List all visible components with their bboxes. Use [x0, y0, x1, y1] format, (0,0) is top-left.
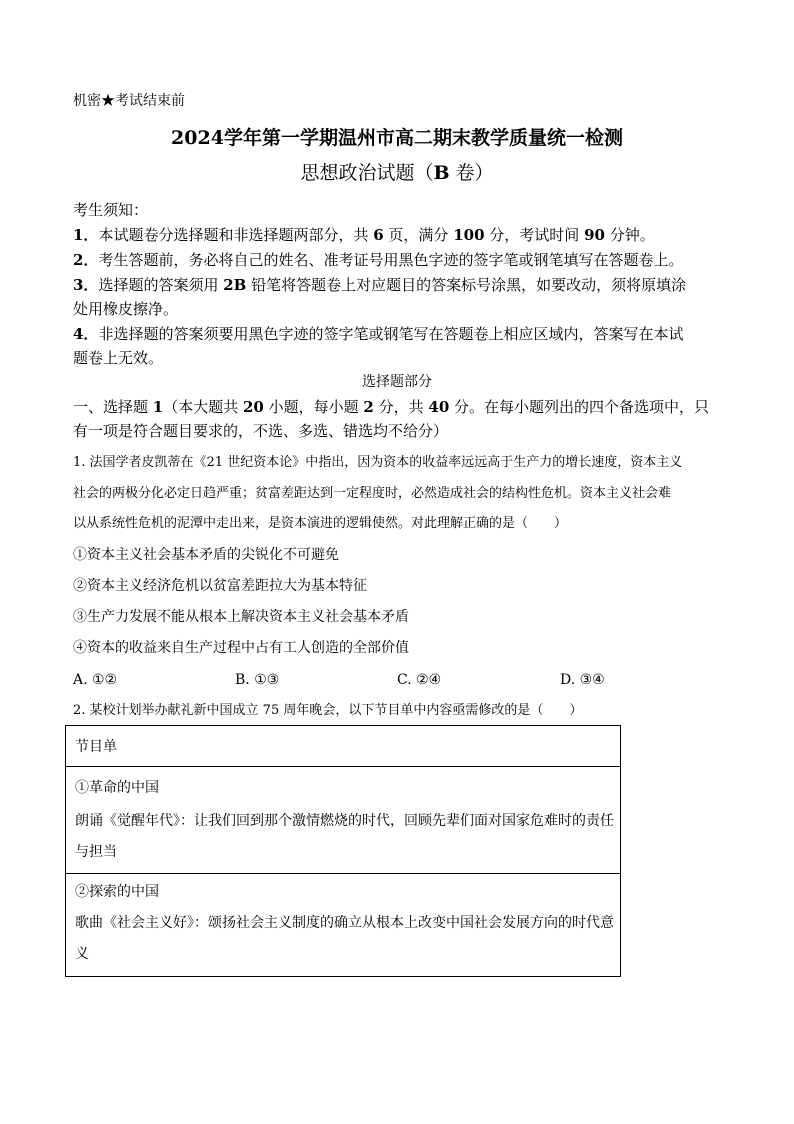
title-text: 学年第一学期温州市高二期末教学质量统一检测 — [223, 127, 623, 149]
q1-option-b: B. ①③ — [235, 672, 280, 688]
notice-num: 1． — [73, 226, 99, 244]
notice-num: 3． — [73, 276, 99, 294]
q2-stem: 2. 某校计划举办献礼新中国成立 75 周年晚会，以下节目单中内容亟需修改的是（ ） — [73, 703, 583, 718]
section-number: 40 — [428, 398, 450, 416]
section-text: 小题，每小题 — [263, 398, 364, 416]
section-text: （本大题共 — [163, 398, 243, 416]
confidential-label: 机密★考试结束前 — [73, 93, 185, 109]
subtitle-variant: B — [433, 162, 450, 184]
section-instructions-cont: 有一项是符合题目要求的，不选、多选、错选均不给分） — [73, 422, 449, 440]
notice-num: 2． — [73, 251, 99, 269]
section-number: 2 — [363, 398, 374, 416]
program-item-desc-cont: 义 — [75, 946, 89, 962]
notice-number: 90 — [584, 226, 605, 244]
section-number: 20 — [243, 398, 264, 416]
notice-item-3 — [73, 275, 686, 295]
notice-text: 页，满分 — [383, 226, 454, 244]
notice-text: 分钟。 — [604, 226, 655, 244]
program-item-desc: 歌曲《社会主义好》：颂扬社会主义制度的确立从根本上改变中国社会发展方向的时代意 — [75, 915, 614, 931]
program-table-header: 节目单 — [75, 739, 117, 755]
notice-item-4 — [73, 324, 683, 344]
q1-option-c: C. ②④ — [397, 672, 442, 688]
section-number: 1 — [152, 398, 164, 416]
q1-stem-line-2: 社会的两极分化必定日趋严重；贫富差距达到一定程度时，必然造成社会的结构性危机。资本主义社会难 — [73, 486, 672, 501]
notice-item-3-cont: 处用橡皮擦净。 — [73, 300, 179, 318]
subtitle-suffix: 卷） — [449, 162, 494, 184]
section-title: 选择题部分 — [362, 374, 432, 390]
section-text: 分，共 — [373, 398, 429, 416]
program-table-row — [66, 767, 620, 874]
program-table-row — [66, 874, 620, 976]
title-year: 2024 — [171, 127, 224, 149]
notice-number: 100 — [453, 226, 485, 244]
notice-item-4-cont: 题卷上无效。 — [73, 349, 164, 367]
q1-statement-4: ④资本的收益来自生产过程中占有工人创造的全部价值 — [73, 640, 409, 656]
exam-subtitle — [0, 160, 794, 186]
program-item-desc-cont: 与担当 — [75, 844, 117, 860]
program-item-title: ②探索的中国 — [75, 884, 159, 900]
program-item-title: ①革命的中国 — [75, 780, 159, 796]
notice-item-2 — [73, 250, 683, 270]
section-text: 一、选择题 — [73, 398, 153, 416]
subtitle-prefix: 思想政治试题（ — [300, 162, 434, 184]
notice-pencil: 2B — [223, 276, 247, 294]
notice-text: 考生答题前，务必将自己的姓名、准考证号用黑色字迹的签字笔或钢笔填写在答题卷上。 — [98, 251, 684, 269]
q1-stem-line-1: 1. 法国学者皮凯蒂在《21 世纪资本论》中指出，因为资本的收益率远远高于生产力的增长速度，资本主义 — [73, 455, 683, 470]
q1-option-a: A. ①② — [73, 672, 118, 688]
q1-statement-1: ①资本主义社会基本矛盾的尖锐化不可避免 — [73, 547, 339, 563]
q1-statement-3: ③生产力发展不能从根本上解决资本主义社会基本矛盾 — [73, 609, 409, 625]
q1-statement-2: ②资本主义经济危机以贫富差距拉大为基本特征 — [73, 578, 367, 594]
q1-stem-line-3: 以从系统性危机的泥潭中走出来，是资本演进的逻辑使然。对此理解正确的是（ ） — [73, 516, 568, 531]
program-table — [65, 725, 621, 977]
notice-num: 4． — [73, 325, 99, 343]
exam-title — [0, 125, 794, 151]
section-instructions — [73, 397, 709, 417]
notice-text: 非选择题的答案须要用黑色字迹的签字笔或钢笔写在答题卷上相应区域内，答案写在本试 — [98, 325, 684, 343]
notice-text: 分，考试时间 — [484, 226, 585, 244]
program-table-header-row — [66, 726, 620, 767]
notice-heading: 考生须知： — [73, 201, 149, 219]
notice-text: 本试题卷分选择题和非选择题两部分，共 — [98, 226, 374, 244]
notice-item-1 — [73, 225, 655, 245]
notice-text: 选择题的答案须用 — [98, 276, 224, 294]
notice-text: 铅笔将答题卷上对应题目的答案标号涂黑，如要改动，须将原填涂 — [246, 276, 687, 294]
notice-number: 6 — [373, 226, 384, 244]
section-text: 分。在每小题列出的四个备选项中，只 — [449, 398, 710, 416]
program-item-desc: 朗诵《觉醒年代》：让我们回到那个激情燃烧的时代，回顾先辈们面对国家危难时的责任 — [75, 813, 614, 829]
q1-option-d: D. ③④ — [560, 672, 605, 688]
